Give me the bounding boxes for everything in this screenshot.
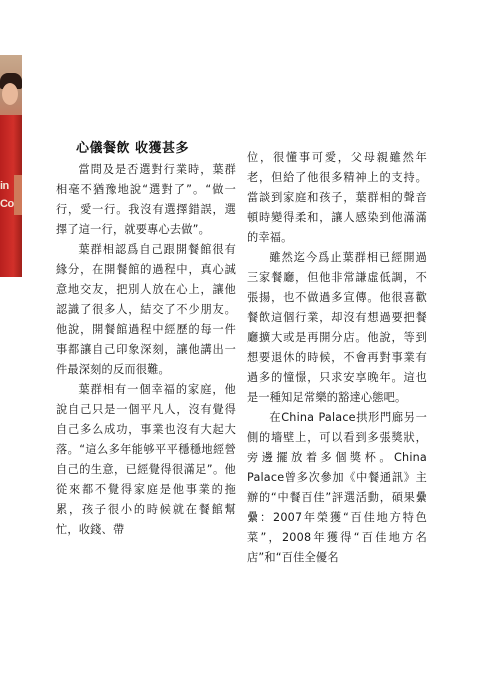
article-paragraph: 雖然迄今爲止葉群相已經開過三家餐廳，但他非常謙虛低調，不張揚，也不做過多宣傳。他很喜歡餐飲這個行業，却沒有想過要把餐廳擴大或是再開分店。他說，等到想要退休的時候，不會再對事業有過多的憧憬，只求安享晚年。這也是一種知足常樂的豁達心態吧。 xyxy=(247,251,427,404)
article-right-column xyxy=(247,148,427,568)
photo-caption-fragment-2: Co xyxy=(0,198,14,210)
article-paragraph: 葉群相認爲自己跟開餐館很有緣分，在開餐館的過程中，真心誠意地交友，把別人放在心上，讓他認識了很多人，結交了不少朋友。他說，開餐館過程中經歷的每一件事都讓自己印象深刻，讓他講出一件最深刻的反而很難。 xyxy=(56,243,236,376)
article-photo xyxy=(0,55,22,277)
article-title: 心儀餐飲 收獲甚多 xyxy=(76,141,190,156)
article-paragraph: 位，很懂事可愛，父母親雖然年老，但給了他很多精神上的支持。當談到家庭和孩子，葉群相的聲音頓時變得柔和，讓人感染到他滿滿的幸福。 xyxy=(247,151,427,244)
photo-caption-fragment-1: in xyxy=(0,180,9,192)
photo-background-wall xyxy=(14,175,22,215)
photo-face xyxy=(2,83,18,105)
article-left-column xyxy=(56,140,236,540)
article-paragraph: 葉群相有一個幸福的家庭，他說自己只是一個平凡人，沒有覺得自己多么成功，事業也沒有大起大落。“這么多年能够平平穩穩地經營自己的生意，已經覺得很滿足”。他從來都不覺得家庭是他事業的拖累，孩子很小的時候就在餐館幫忙，收錢、帶 xyxy=(56,383,236,536)
article-paragraph: 當問及是否選對行業時，葉群相毫不猶豫地說“選對了”。“做一行，愛一行。我沒有選擇錯誤，選擇了這一行，就要專心去做”。 xyxy=(56,163,236,236)
article-paragraph: 在China Palace拱形門廊另一側的墻壁上，可以看到多張獎狀，旁邊擺放着多個獎杯。China Palace曾多次參加《中餐通訊》主辦的“中餐百佳”評選活動，碩果纍纍：2007年榮獲“百佳地方特色菜”，2008年獲得“百佳地方名店”和“百佳全優名 xyxy=(247,411,427,564)
